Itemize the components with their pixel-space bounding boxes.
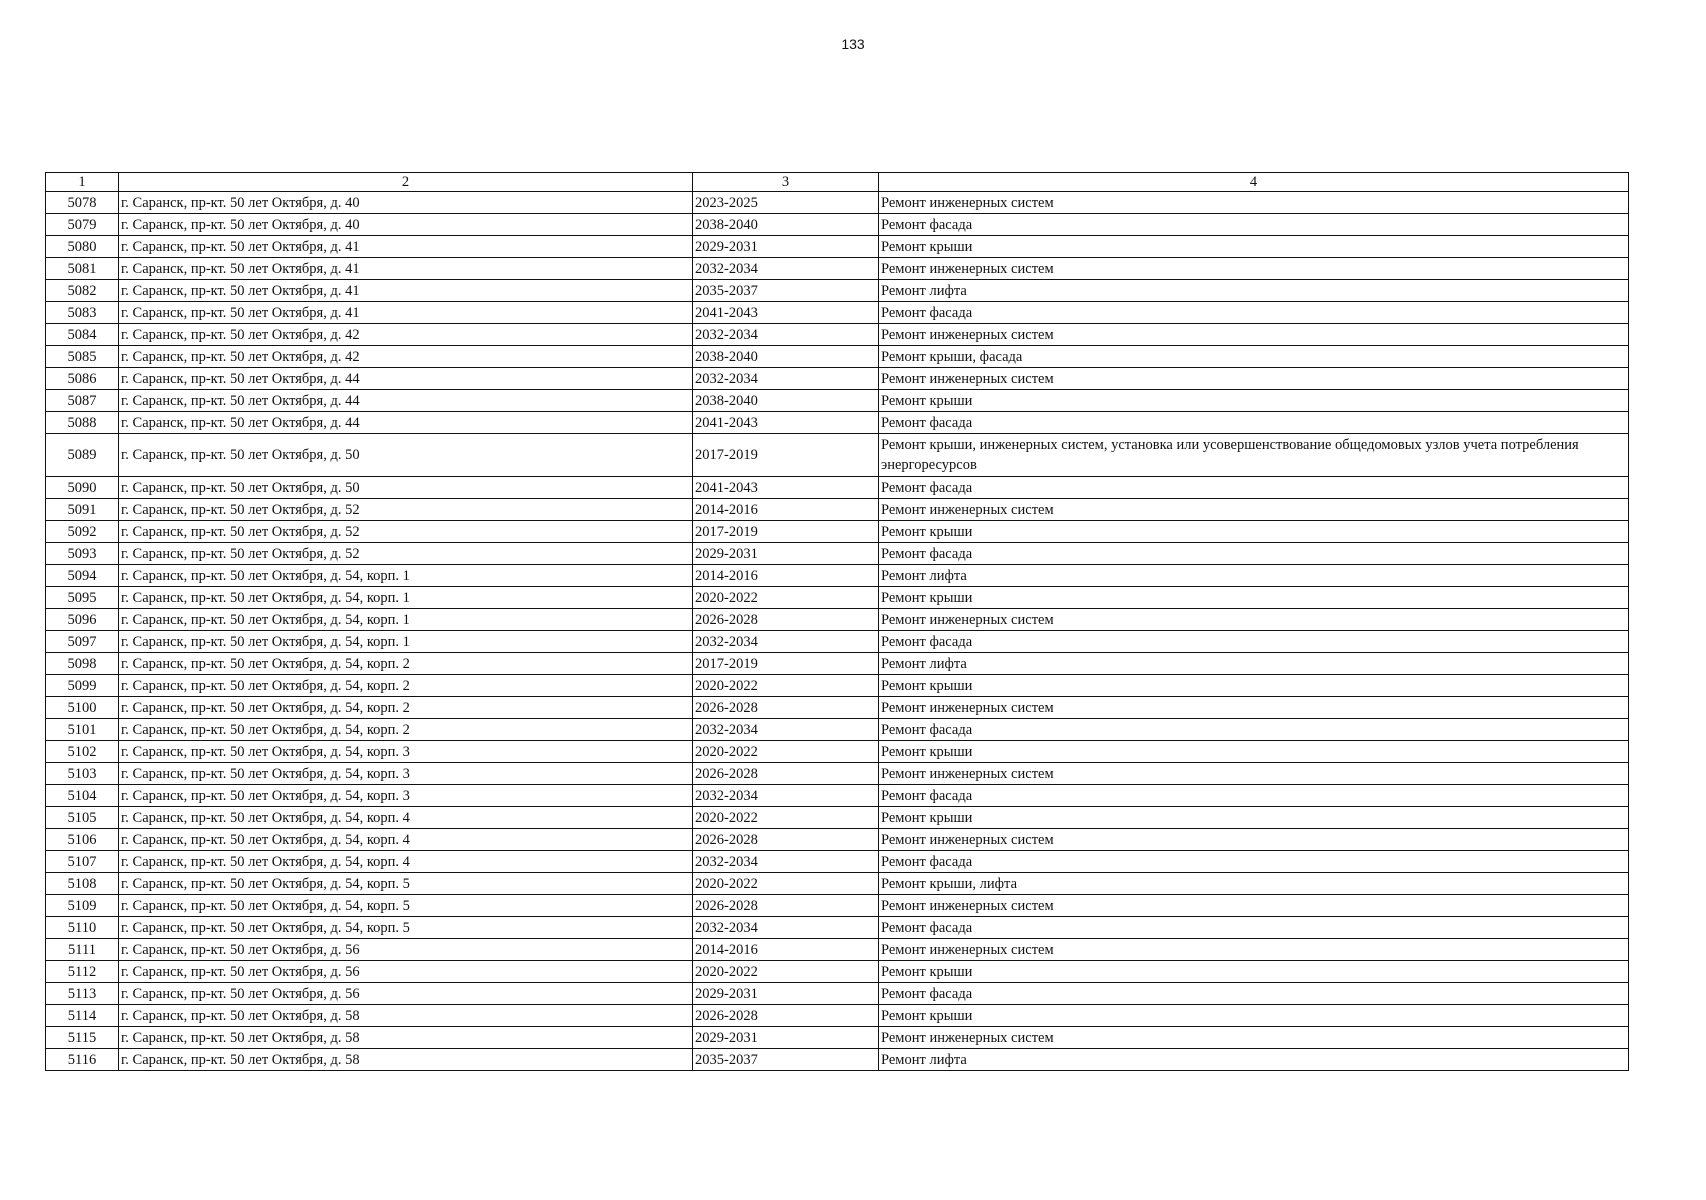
row-number-cell: 5102 (46, 741, 119, 763)
work-type-cell: Ремонт лифта (879, 653, 1629, 675)
table-row (46, 763, 1629, 785)
table-row (46, 434, 1629, 477)
table-row (46, 236, 1629, 258)
table-row (46, 653, 1629, 675)
period-cell: 2032-2034 (693, 917, 879, 939)
table-row (46, 983, 1629, 1005)
address-cell: г. Саранск, пр-кт. 50 лет Октября, д. 54, корп. 2 (119, 653, 693, 675)
table-row (46, 895, 1629, 917)
column-header-4: 4 (879, 173, 1629, 192)
work-type-cell: Ремонт инженерных систем (879, 829, 1629, 851)
column-header-2: 2 (119, 173, 693, 192)
address-cell: г. Саранск, пр-кт. 50 лет Октября, д. 54, корп. 3 (119, 785, 693, 807)
address-cell: г. Саранск, пр-кт. 50 лет Октября, д. 58 (119, 1027, 693, 1049)
period-cell: 2023-2025 (693, 192, 879, 214)
row-number-cell: 5111 (46, 939, 119, 961)
period-cell: 2020-2022 (693, 675, 879, 697)
work-type-cell: Ремонт инженерных систем (879, 368, 1629, 390)
address-cell: г. Саранск, пр-кт. 50 лет Октября, д. 54, корп. 2 (119, 719, 693, 741)
row-number-cell: 5084 (46, 324, 119, 346)
work-type-cell: Ремонт крыши (879, 587, 1629, 609)
work-type-cell: Ремонт лифта (879, 280, 1629, 302)
row-number-cell: 5109 (46, 895, 119, 917)
table-row (46, 631, 1629, 653)
address-cell: г. Саранск, пр-кт. 50 лет Октября, д. 56 (119, 983, 693, 1005)
table-header-row (46, 173, 1629, 192)
period-cell: 2020-2022 (693, 587, 879, 609)
period-cell: 2029-2031 (693, 236, 879, 258)
table-row (46, 961, 1629, 983)
period-cell: 2029-2031 (693, 543, 879, 565)
row-number-cell: 5112 (46, 961, 119, 983)
work-type-cell: Ремонт крыши (879, 1005, 1629, 1027)
period-cell: 2026-2028 (693, 609, 879, 631)
period-cell: 2032-2034 (693, 785, 879, 807)
period-cell: 2032-2034 (693, 324, 879, 346)
period-cell: 2017-2019 (693, 653, 879, 675)
address-cell: г. Саранск, пр-кт. 50 лет Октября, д. 54, корп. 5 (119, 917, 693, 939)
table-row (46, 675, 1629, 697)
work-type-cell: Ремонт лифта (879, 1049, 1629, 1071)
row-number-cell: 5095 (46, 587, 119, 609)
row-number-cell: 5094 (46, 565, 119, 587)
work-type-cell: Ремонт крыши (879, 961, 1629, 983)
row-number-cell: 5110 (46, 917, 119, 939)
period-cell: 2038-2040 (693, 346, 879, 368)
table-row (46, 390, 1629, 412)
row-number-cell: 5088 (46, 412, 119, 434)
table-row (46, 412, 1629, 434)
row-number-cell: 5104 (46, 785, 119, 807)
work-type-cell: Ремонт крыши, лифта (879, 873, 1629, 895)
work-type-cell: Ремонт фасада (879, 719, 1629, 741)
table-row (46, 214, 1629, 236)
row-number-cell: 5083 (46, 302, 119, 324)
table-row (46, 939, 1629, 961)
row-number-cell: 5089 (46, 434, 119, 477)
work-type-cell: Ремонт инженерных систем (879, 895, 1629, 917)
row-number-cell: 5097 (46, 631, 119, 653)
period-cell: 2026-2028 (693, 829, 879, 851)
address-cell: г. Саранск, пр-кт. 50 лет Октября, д. 54, корп. 5 (119, 873, 693, 895)
column-header-3: 3 (693, 173, 879, 192)
row-number-cell: 5080 (46, 236, 119, 258)
table-row (46, 258, 1629, 280)
address-cell: г. Саранск, пр-кт. 50 лет Октября, д. 52 (119, 543, 693, 565)
period-cell: 2029-2031 (693, 983, 879, 1005)
row-number-cell: 5085 (46, 346, 119, 368)
period-cell: 2032-2034 (693, 368, 879, 390)
table-row (46, 697, 1629, 719)
row-number-cell: 5101 (46, 719, 119, 741)
table-row (46, 587, 1629, 609)
page-number: 133 (841, 36, 865, 52)
table-row (46, 807, 1629, 829)
row-number-cell: 5081 (46, 258, 119, 280)
period-cell: 2032-2034 (693, 719, 879, 741)
address-cell: г. Саранск, пр-кт. 50 лет Октября, д. 54, корп. 5 (119, 895, 693, 917)
period-cell: 2032-2034 (693, 631, 879, 653)
work-type-cell: Ремонт фасада (879, 631, 1629, 653)
period-cell: 2032-2034 (693, 851, 879, 873)
table-row (46, 192, 1629, 214)
row-number-cell: 5107 (46, 851, 119, 873)
address-cell: г. Саранск, пр-кт. 50 лет Октября, д. 52 (119, 499, 693, 521)
work-type-cell: Ремонт фасада (879, 851, 1629, 873)
table-row (46, 609, 1629, 631)
table-row (46, 1049, 1629, 1071)
address-cell: г. Саранск, пр-кт. 50 лет Октября, д. 54, корп. 1 (119, 565, 693, 587)
address-cell: г. Саранск, пр-кт. 50 лет Октября, д. 54, корп. 1 (119, 587, 693, 609)
row-number-cell: 5114 (46, 1005, 119, 1027)
period-cell: 2041-2043 (693, 302, 879, 324)
address-cell: г. Саранск, пр-кт. 50 лет Октября, д. 58 (119, 1005, 693, 1027)
row-number-cell: 5106 (46, 829, 119, 851)
period-cell: 2014-2016 (693, 565, 879, 587)
table-row (46, 521, 1629, 543)
column-header-1: 1 (46, 173, 119, 192)
row-number-cell: 5096 (46, 609, 119, 631)
address-cell: г. Саранск, пр-кт. 50 лет Октября, д. 41 (119, 302, 693, 324)
row-number-cell: 5082 (46, 280, 119, 302)
work-type-cell: Ремонт инженерных систем (879, 1027, 1629, 1049)
table-row (46, 851, 1629, 873)
table-row (46, 346, 1629, 368)
work-type-cell: Ремонт крыши, инженерных систем, установка или усовершенствование общедомовых узлов учета потребления энергоресурсов (879, 434, 1629, 477)
table-row (46, 499, 1629, 521)
period-cell: 2014-2016 (693, 499, 879, 521)
row-number-cell: 5078 (46, 192, 119, 214)
work-type-cell: Ремонт крыши (879, 236, 1629, 258)
table-row (46, 477, 1629, 499)
row-number-cell: 5103 (46, 763, 119, 785)
address-cell: г. Саранск, пр-кт. 50 лет Октября, д. 54, корп. 3 (119, 763, 693, 785)
period-cell: 2017-2019 (693, 434, 879, 477)
work-type-cell: Ремонт фасада (879, 983, 1629, 1005)
period-cell: 2026-2028 (693, 697, 879, 719)
address-cell: г. Саранск, пр-кт. 50 лет Октября, д. 44 (119, 368, 693, 390)
work-type-cell: Ремонт крыши, фасада (879, 346, 1629, 368)
table-row (46, 565, 1629, 587)
table-row (46, 719, 1629, 741)
row-number-cell: 5079 (46, 214, 119, 236)
period-cell: 2035-2037 (693, 1049, 879, 1071)
table-row (46, 324, 1629, 346)
work-type-cell: Ремонт инженерных систем (879, 324, 1629, 346)
address-cell: г. Саранск, пр-кт. 50 лет Октября, д. 54, корп. 2 (119, 697, 693, 719)
address-cell: г. Саранск, пр-кт. 50 лет Октября, д. 41 (119, 280, 693, 302)
row-number-cell: 5113 (46, 983, 119, 1005)
table-row (46, 829, 1629, 851)
work-type-cell: Ремонт фасада (879, 917, 1629, 939)
row-number-cell: 5092 (46, 521, 119, 543)
address-cell: г. Саранск, пр-кт. 50 лет Октября, д. 52 (119, 521, 693, 543)
table-row (46, 785, 1629, 807)
work-type-cell: Ремонт фасада (879, 477, 1629, 499)
row-number-cell: 5108 (46, 873, 119, 895)
period-cell: 2026-2028 (693, 763, 879, 785)
work-type-cell: Ремонт крыши (879, 807, 1629, 829)
work-type-cell: Ремонт фасада (879, 785, 1629, 807)
row-number-cell: 5099 (46, 675, 119, 697)
address-cell: г. Саранск, пр-кт. 50 лет Октября, д. 54, корп. 4 (119, 851, 693, 873)
address-cell: г. Саранск, пр-кт. 50 лет Октября, д. 58 (119, 1049, 693, 1071)
work-type-cell: Ремонт фасада (879, 302, 1629, 324)
work-type-cell: Ремонт инженерных систем (879, 499, 1629, 521)
address-cell: г. Саранск, пр-кт. 50 лет Октября, д. 54, корп. 4 (119, 829, 693, 851)
period-cell: 2029-2031 (693, 1027, 879, 1049)
work-type-cell: Ремонт крыши (879, 521, 1629, 543)
period-cell: 2038-2040 (693, 214, 879, 236)
row-number-cell: 5090 (46, 477, 119, 499)
work-type-cell: Ремонт инженерных систем (879, 192, 1629, 214)
address-cell: г. Саранск, пр-кт. 50 лет Октября, д. 44 (119, 412, 693, 434)
row-number-cell: 5115 (46, 1027, 119, 1049)
work-type-cell: Ремонт фасада (879, 412, 1629, 434)
work-type-cell: Ремонт инженерных систем (879, 609, 1629, 631)
work-type-cell: Ремонт инженерных систем (879, 763, 1629, 785)
table-body (46, 192, 1629, 1071)
period-cell: 2026-2028 (693, 895, 879, 917)
address-cell: г. Саранск, пр-кт. 50 лет Октября, д. 42 (119, 324, 693, 346)
table-row (46, 741, 1629, 763)
work-type-cell: Ремонт крыши (879, 741, 1629, 763)
work-type-cell: Ремонт крыши (879, 390, 1629, 412)
row-number-cell: 5086 (46, 368, 119, 390)
period-cell: 2017-2019 (693, 521, 879, 543)
period-cell: 2038-2040 (693, 390, 879, 412)
work-type-cell: Ремонт фасада (879, 214, 1629, 236)
table-row (46, 917, 1629, 939)
table-row (46, 1027, 1629, 1049)
address-cell: г. Саранск, пр-кт. 50 лет Октября, д. 40 (119, 214, 693, 236)
period-cell: 2014-2016 (693, 939, 879, 961)
work-type-cell: Ремонт инженерных систем (879, 697, 1629, 719)
address-cell: г. Саранск, пр-кт. 50 лет Октября, д. 44 (119, 390, 693, 412)
address-cell: г. Саранск, пр-кт. 50 лет Октября, д. 54, корп. 2 (119, 675, 693, 697)
period-cell: 2020-2022 (693, 873, 879, 895)
table-row (46, 1005, 1629, 1027)
address-cell: г. Саранск, пр-кт. 50 лет Октября, д. 56 (119, 961, 693, 983)
table-row (46, 280, 1629, 302)
row-number-cell: 5098 (46, 653, 119, 675)
period-cell: 2041-2043 (693, 477, 879, 499)
address-cell: г. Саранск, пр-кт. 50 лет Октября, д. 54, корп. 3 (119, 741, 693, 763)
period-cell: 2020-2022 (693, 741, 879, 763)
address-cell: г. Саранск, пр-кт. 50 лет Октября, д. 50 (119, 434, 693, 477)
row-number-cell: 5087 (46, 390, 119, 412)
period-cell: 2020-2022 (693, 961, 879, 983)
table-row (46, 368, 1629, 390)
address-cell: г. Саранск, пр-кт. 50 лет Октября, д. 42 (119, 346, 693, 368)
work-type-cell: Ремонт лифта (879, 565, 1629, 587)
address-cell: г. Саранск, пр-кт. 50 лет Октября, д. 40 (119, 192, 693, 214)
address-cell: г. Саранск, пр-кт. 50 лет Октября, д. 54, корп. 1 (119, 609, 693, 631)
period-cell: 2032-2034 (693, 258, 879, 280)
table-row (46, 873, 1629, 895)
row-number-cell: 5100 (46, 697, 119, 719)
address-cell: г. Саранск, пр-кт. 50 лет Октября, д. 41 (119, 236, 693, 258)
address-cell: г. Саранск, пр-кт. 50 лет Октября, д. 54, корп. 4 (119, 807, 693, 829)
table-row (46, 543, 1629, 565)
row-number-cell: 5105 (46, 807, 119, 829)
period-cell: 2035-2037 (693, 280, 879, 302)
table-row (46, 302, 1629, 324)
work-type-cell: Ремонт инженерных систем (879, 258, 1629, 280)
address-cell: г. Саранск, пр-кт. 50 лет Октября, д. 54, корп. 1 (119, 631, 693, 653)
address-cell: г. Саранск, пр-кт. 50 лет Октября, д. 50 (119, 477, 693, 499)
address-cell: г. Саранск, пр-кт. 50 лет Октября, д. 41 (119, 258, 693, 280)
row-number-cell: 5116 (46, 1049, 119, 1071)
period-cell: 2020-2022 (693, 807, 879, 829)
address-cell: г. Саранск, пр-кт. 50 лет Октября, д. 56 (119, 939, 693, 961)
period-cell: 2041-2043 (693, 412, 879, 434)
work-type-cell: Ремонт инженерных систем (879, 939, 1629, 961)
work-type-cell: Ремонт фасада (879, 543, 1629, 565)
row-number-cell: 5091 (46, 499, 119, 521)
capital-repair-table (45, 172, 1629, 1071)
work-type-cell: Ремонт крыши (879, 675, 1629, 697)
row-number-cell: 5093 (46, 543, 119, 565)
period-cell: 2026-2028 (693, 1005, 879, 1027)
